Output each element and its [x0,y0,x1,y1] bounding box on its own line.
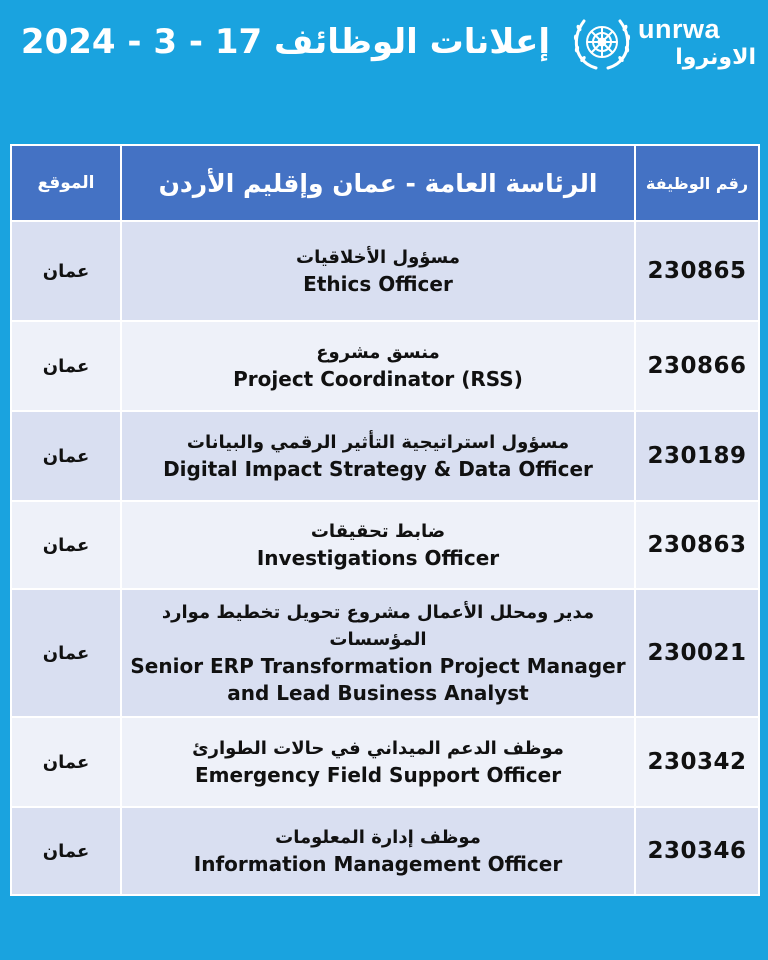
job-title-english: Project Coordinator (RSS) [233,367,523,391]
job-location: عمان [11,501,121,589]
un-emblem-icon [570,12,634,76]
job-location: عمان [11,717,121,807]
table-row [11,807,759,895]
job-location: عمان [11,807,121,895]
header-location: الموقع [11,145,121,221]
table-row [11,717,759,807]
table-row [11,221,759,321]
table-header-row [11,145,759,221]
job-number: 230863 [635,501,759,589]
job-title-english: Information Management Officer [193,852,563,876]
job-title-arabic: مسؤول الأخلاقيات [295,247,460,268]
job-title-arabic: مسؤول استراتيجية التأثير الرقمي والبيانات [186,432,570,453]
table-row [11,589,759,717]
job-location: عمان [11,411,121,501]
job-title-arabic: موظف إدارة المعلومات [275,827,481,848]
job-number: 230189 [635,411,759,501]
job-title-cell [121,589,635,717]
job-number: 230866 [635,321,759,411]
job-number: 230021 [635,589,759,717]
job-title-english: Senior ERP Transformation Project Manager and Lead Business Analyst [130,654,626,705]
job-title-english: Digital Impact Strategy & Data Officer [163,457,593,481]
table-row [11,501,759,589]
jobs-table [10,144,760,896]
job-title-cell [121,717,635,807]
job-number: 230346 [635,807,759,895]
logo-name-arabic: الاونروا [675,45,756,70]
job-location: عمان [11,321,121,411]
job-title-cell [121,501,635,589]
job-title-english: Emergency Field Support Officer [194,763,562,787]
jobs-table-container [10,144,758,894]
job-title-english: Ethics Officer [303,272,453,296]
job-title-cell [121,807,635,895]
job-title-arabic: موظف الدعم الميداني في حالات الطوارئ [192,738,564,759]
header-title: الرئاسة العامة - عمان وإقليم الأردن [121,145,635,221]
job-title-cell [121,321,635,411]
logo-name: unrwa [638,14,721,44]
table-row [11,321,759,411]
job-title-arabic: منسق مشروع [316,342,440,363]
job-title-arabic: ضابط تحقيقات [310,521,446,542]
job-location: عمان [11,589,121,717]
job-number: 230342 [635,717,759,807]
job-location: عمان [11,221,121,321]
header-job-number: رقم الوظيفة [635,145,759,221]
job-number: 230865 [635,221,759,321]
page-title: إعلانات الوظائف 17 - 3 - 2024 [20,22,550,62]
job-title-arabic: مدير ومحلل الأعمال مشروع تحويل تخطيط موارد المؤسسات [161,602,595,650]
job-title-english: Investigations Officer [256,546,500,570]
job-title-cell [121,221,635,321]
unrwa-logo [568,8,758,78]
header [0,0,768,90]
job-title-cell [121,411,635,501]
table-row [11,411,759,501]
